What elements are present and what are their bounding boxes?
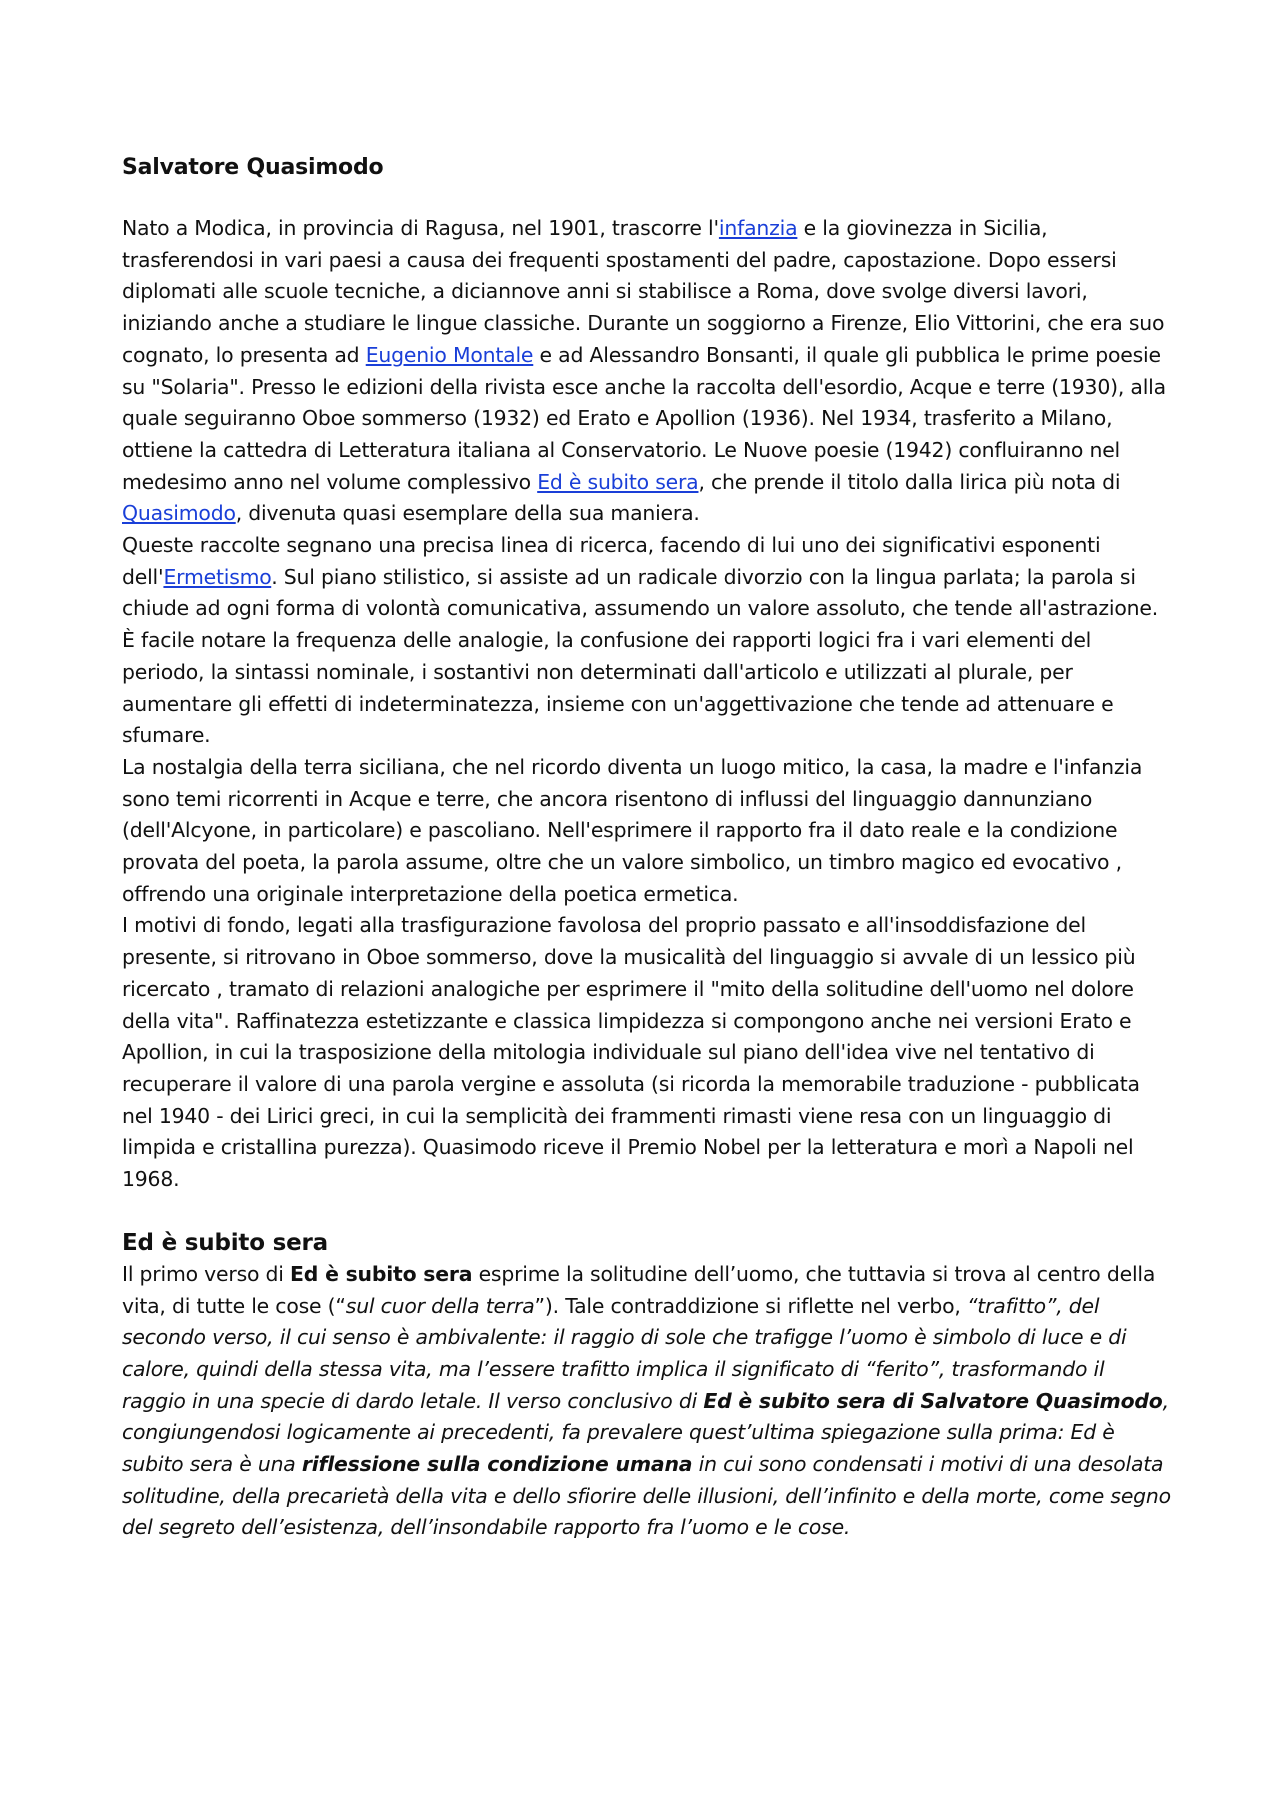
section-text-4-italic: sul cuor della terra: [345, 1293, 535, 1318]
bio-p2-text-2: . Sul piano stilistico, si assiste ad un radicale divorzio con la lingua parlata; la parola si chiude ad ogni forma di volontà comunicativa, assumendo un valore assoluto, che tende all'astrazione. È facile notare la frequenza delle analogie, la confusione dei rapporti logici fra i vari elementi del periodo, la sintassi nominale, i sostantivi non determinati dall'articolo e utilizzati al plurale, per aumentare gli effetti di indeterminatezza, insieme con un'aggettivazione che tende ad attenuare e sfumare.: [122, 564, 1158, 748]
section-text-2-bold: Ed è subito sera: [290, 1261, 473, 1286]
section-text-6-italic: “trafitto”, del secondo verso, il cui senso è ambivalente: il raggio di sole che trafigge l’uomo è simbolo di luce e di calore, quindi della stessa vita, ma l’essere trafitto implica il significato di “ferito”, trasformando il raggio in una specie di dardo letale. Il verso conclusivo di: [122, 1293, 1127, 1413]
section-text-5: ”). Tale contraddizione si riflette nel verbo,: [534, 1293, 967, 1318]
section-text-3: esprime la solitudine dell’uomo, che tuttavia si trova al centro della vita, di tutte le cose (“: [122, 1261, 1156, 1318]
bio-p1-text-1: Nato a Modica, in provincia di Ragusa, nel 1901, trascorre l': [122, 216, 719, 240]
ermetismo-link[interactable]: Ermetismo: [163, 564, 272, 589]
bio-paragraph-4: I motivi di fondo, legati alla trasfigurazione favolosa del proprio passato e all'insoddisfazione del presente, si ritrovano in Oboe sommerso, dove la musicalità del linguaggio si avvale di un lessico più ricercato , tramato di relazioni analogiche per esprimere il "mito della solitudine dell'uomo nel dolore della vita". Raffinatezza estetizzante e classica limpidezza si compongono anche nei versioni Erato e Apollion, in cui la trasposizione della mitologia individuale sul piano dell'idea vive nel tentativo di recuperare il valore di una parola vergine e assoluta (si ricorda la memorabile traduzione - pubblicata nel 1940 - dei Lirici greci, in cui la semplicità dei frammenti rimasti viene resa con un linguaggio di limpida e cristallina purezza). Quasimodo riceve il Premio Nobel per la letteratura e morì a Napoli nel 1968.: [122, 913, 1140, 1192]
section-text-7-bold-italic: Ed è subito sera di Salvatore Quasimodo: [703, 1388, 1163, 1413]
section-text-8-italic: , congiungendosi logicamente ai precedenti, fa prevalere quest’ultima spiegazione sulla prima: Ed è subito sera è una: [122, 1388, 1169, 1477]
bio-paragraph-2: [122, 530, 1172, 752]
section-text-10-italic: in cui sono condensati i motivi di una desolata solitudine, della precarietà della vita e dello sfiorire delle illusioni, dell’infinito e della morte, come segno del segreto dell’esistenza, dell’insondabile rapporto fra l’uomo e le cose.: [122, 1452, 1171, 1540]
section-paragraph: [122, 1259, 1172, 1544]
infanzia-link[interactable]: infanzia: [718, 216, 798, 240]
section-title: Ed è subito sera: [122, 1229, 328, 1256]
bio-p1-text-3: e ad Alessandro Bonsanti, il quale gli pubblica le prime poesie su "Solaria". Presso le edizioni della rivista esce anche la raccolta dell'esordio, Acque e terre (1930), alla quale seguiranno Oboe sommerso (1932) ed Erato e Apollion (1936). Nel 1934, trasferito a Milano, ottiene la cattedra di Letteratura italiana al Conservatorio. Le Nuove poesie (1942) confluiranno nel medesimo anno nel volume complessivo: [122, 342, 1166, 494]
section-text-9-bold-italic: riflessione sulla condizione umana: [301, 1452, 693, 1477]
document-page: [122, 152, 1172, 1544]
bio-paragraph-1: [122, 213, 1172, 530]
section-text-1: Il primo verso di: [122, 1261, 291, 1286]
ed-e-subito-sera-link[interactable]: Ed è subito sera: [537, 469, 699, 494]
quasimodo-link[interactable]: Quasimodo: [122, 501, 236, 526]
eugenio-montale-link[interactable]: Eugenio Montale: [365, 342, 534, 367]
bio-p1-text-2: e la giovinezza in Sicilia, trasferendosi in vari paesi a causa dei frequenti spostamenti del padre, capostazione. Dopo essersi diplomati alle scuole tecniche, a diciannove anni si stabilisce a Roma, dove svolge diversi lavori, iniziando anche a studiare le lingue classiche. Durante un soggiorno a Firenze, Elio Vittorini, che era suo cognato, lo presenta ad: [122, 216, 1165, 367]
bio-paragraph-3: La nostalgia della terra siciliana, che nel ricordo diventa un luogo mitico, la casa, la madre e l'infanzia sono temi ricorrenti in Acque e terre, che ancora risentono di influssi del linguaggio dannunziano (dell'Alcyone, in particolare) e pascoliano. Nell'esprimere il rapporto fra il dato reale e la condizione provata del poeta, la parola assume, oltre che un valore simbolico, un timbro magico ed evocativo , offrendo una originale interpretazione della poetica ermetica.: [122, 754, 1143, 906]
bio-p1-text-4: , che prende il titolo dalla lirica più nota di: [698, 469, 1121, 494]
bio-p1-text-5: , divenuta quasi esemplare della sua maniera.: [235, 501, 700, 526]
document-title: Salvatore Quasimodo: [122, 155, 384, 180]
bio-p2-text-1: Queste raccolte segnano una precisa linea di ricerca, facendo di lui uno dei significativi esponenti dell': [122, 533, 1101, 589]
